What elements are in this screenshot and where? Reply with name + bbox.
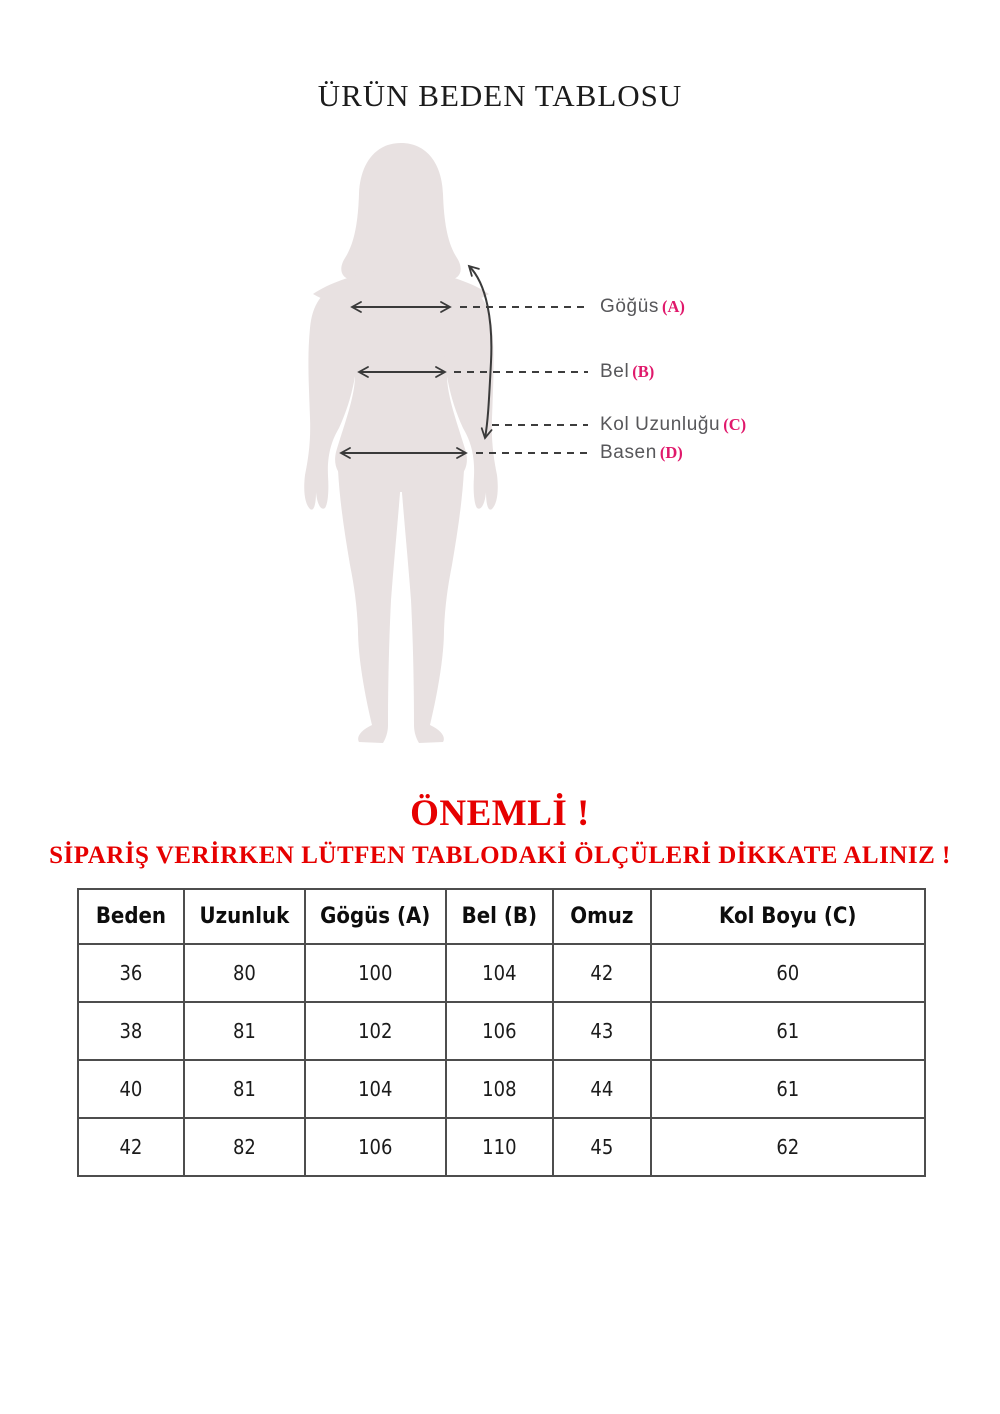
measurement-label-waist: [600, 360, 654, 384]
table-cell: 82: [184, 1118, 305, 1176]
table-row: [78, 1060, 925, 1118]
table-cell: 104: [446, 944, 554, 1002]
header-omuz: Omuz: [553, 889, 650, 944]
table-cell: 81: [184, 1060, 305, 1118]
important-heading: ÖNEMLİ !: [410, 793, 590, 834]
table-row: [78, 1118, 925, 1176]
measurement-name: Göğüs: [600, 296, 659, 317]
measurement-code: (B): [632, 362, 655, 381]
page-title: ÜRÜN BEDEN TABLOSU: [317, 78, 683, 113]
table-cell: 42: [553, 944, 650, 1002]
table-row: [78, 944, 925, 1002]
table-cell: 36: [78, 944, 184, 1002]
table-cell: 38: [78, 1002, 184, 1060]
table-cell: 106: [305, 1118, 446, 1176]
body-silhouette: [304, 143, 498, 743]
measurement-name: Basen: [600, 442, 657, 463]
measurement-code: (A): [661, 297, 685, 316]
table-cell: 40: [78, 1060, 184, 1118]
table-cell: 62: [651, 1118, 925, 1176]
table-cell: 61: [651, 1060, 925, 1118]
header-bel: Bel (B): [446, 889, 554, 944]
measurement-name: Bel: [600, 361, 630, 382]
measurement-label-arm-length: [600, 413, 746, 437]
table-cell: 110: [446, 1118, 554, 1176]
table-cell: 100: [305, 944, 446, 1002]
table-cell: 80: [184, 944, 305, 1002]
table-cell: 42: [78, 1118, 184, 1176]
size-table-header-row: [78, 889, 925, 944]
size-table: [77, 888, 926, 1177]
table-cell: 60: [651, 944, 925, 1002]
warning-text: SİPARİŞ VERİRKEN LÜTFEN TABLODAKİ ÖLÇÜLERİ DİKKATE ALINIZ !: [49, 842, 951, 869]
body-measurement-diagram: [0, 130, 1000, 775]
table-cell: 102: [305, 1002, 446, 1060]
header-gogus: Gögüs (A): [305, 889, 446, 944]
table-cell: 106: [446, 1002, 554, 1060]
header-beden: Beden: [78, 889, 184, 944]
table-row: [78, 1002, 925, 1060]
measurement-label-hip: [600, 441, 683, 465]
table-cell: 43: [553, 1002, 650, 1060]
header-uzunluk: Uzunluk: [184, 889, 305, 944]
table-cell: 104: [305, 1060, 446, 1118]
table-cell: 108: [446, 1060, 554, 1118]
table-cell: 81: [184, 1002, 305, 1060]
measurement-code: (D): [659, 443, 683, 462]
table-cell: 44: [553, 1060, 650, 1118]
measurement-name: Kol Uzunluğu: [600, 414, 721, 435]
table-cell: 45: [553, 1118, 650, 1176]
measurement-code: (C): [723, 415, 747, 434]
table-cell: 61: [651, 1002, 925, 1060]
header-kol-boyu: Kol Boyu (C): [651, 889, 925, 944]
measurement-label-chest: [600, 295, 685, 319]
